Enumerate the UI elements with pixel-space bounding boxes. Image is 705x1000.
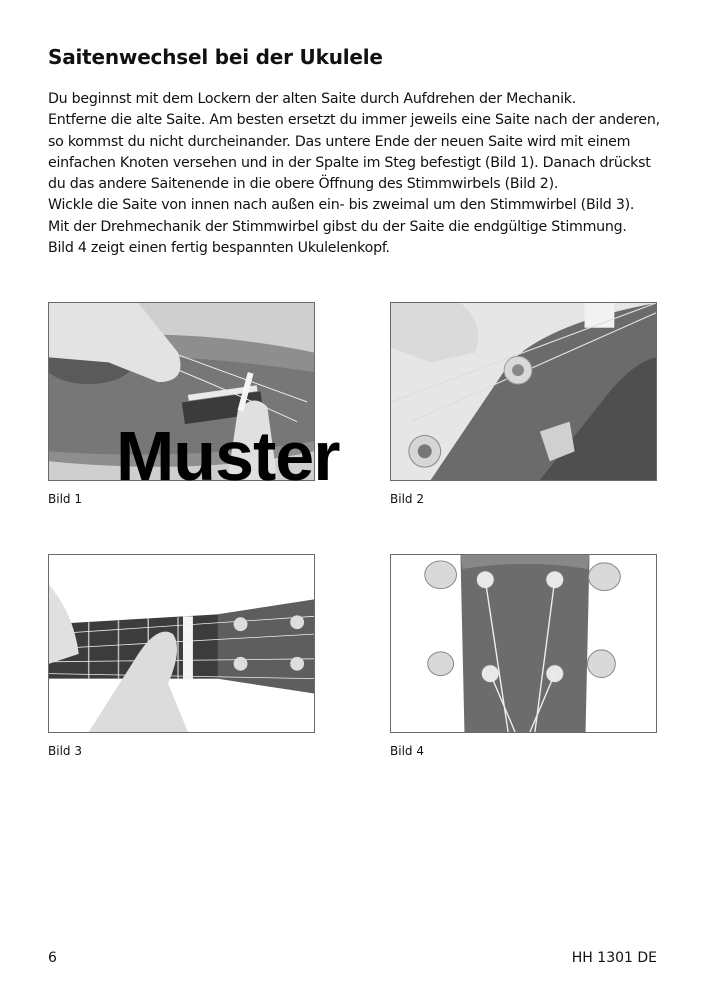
catalog-code: HH 1301 DE bbox=[571, 950, 657, 966]
photo-bild-4 bbox=[390, 554, 657, 733]
fretboard-photo-icon bbox=[49, 555, 314, 732]
intro-line: Mit der Drehmechanik der Stimmwirbel gibst du der Saite die endgültige Stimmung. bbox=[48, 218, 627, 235]
photo-bild-2 bbox=[390, 302, 657, 481]
intro-line: Du beginnst mit dem Lockern der alten Saite durch Aufdrehen der Mechanik. bbox=[48, 91, 576, 107]
intro-line: du das andere Saitenende in die obere Öffnung des Stimmwirbels (Bild 2). bbox=[48, 176, 559, 193]
intro-paragraph bbox=[48, 89, 668, 259]
photo-bild-3 bbox=[48, 554, 315, 733]
watermark: Muster bbox=[116, 417, 340, 495]
page-number: 6 bbox=[48, 950, 57, 966]
headstock-photo-icon bbox=[391, 555, 656, 732]
page-title: Saitenwechsel bei der Ukulele bbox=[48, 45, 383, 69]
caption-bild-1: Bild 1 bbox=[48, 492, 82, 506]
intro-line: Entferne die alte Saite. Am besten ersetzt du immer jeweils eine Saite nach der anderen, bbox=[48, 112, 660, 129]
intro-line: Wickle die Saite von innen nach außen ein- bis zweimal um den Stimmwirbel (Bild 3). bbox=[48, 197, 635, 214]
intro-line: so kommst du nicht durcheinander. Das untere Ende der neuen Saite wird mit einem bbox=[48, 133, 631, 150]
caption-bild-3: Bild 3 bbox=[48, 744, 82, 758]
intro-line: Bild 4 zeigt einen fertig bespannten Ukulelenkopf. bbox=[48, 240, 390, 257]
intro-line: einfachen Knoten versehen und in der Spalte im Steg befestigt (Bild 1). Danach drückst bbox=[48, 154, 651, 171]
caption-bild-2: Bild 2 bbox=[390, 492, 424, 506]
tuning-peg-photo-icon bbox=[391, 303, 656, 480]
caption-bild-4: Bild 4 bbox=[390, 744, 424, 758]
